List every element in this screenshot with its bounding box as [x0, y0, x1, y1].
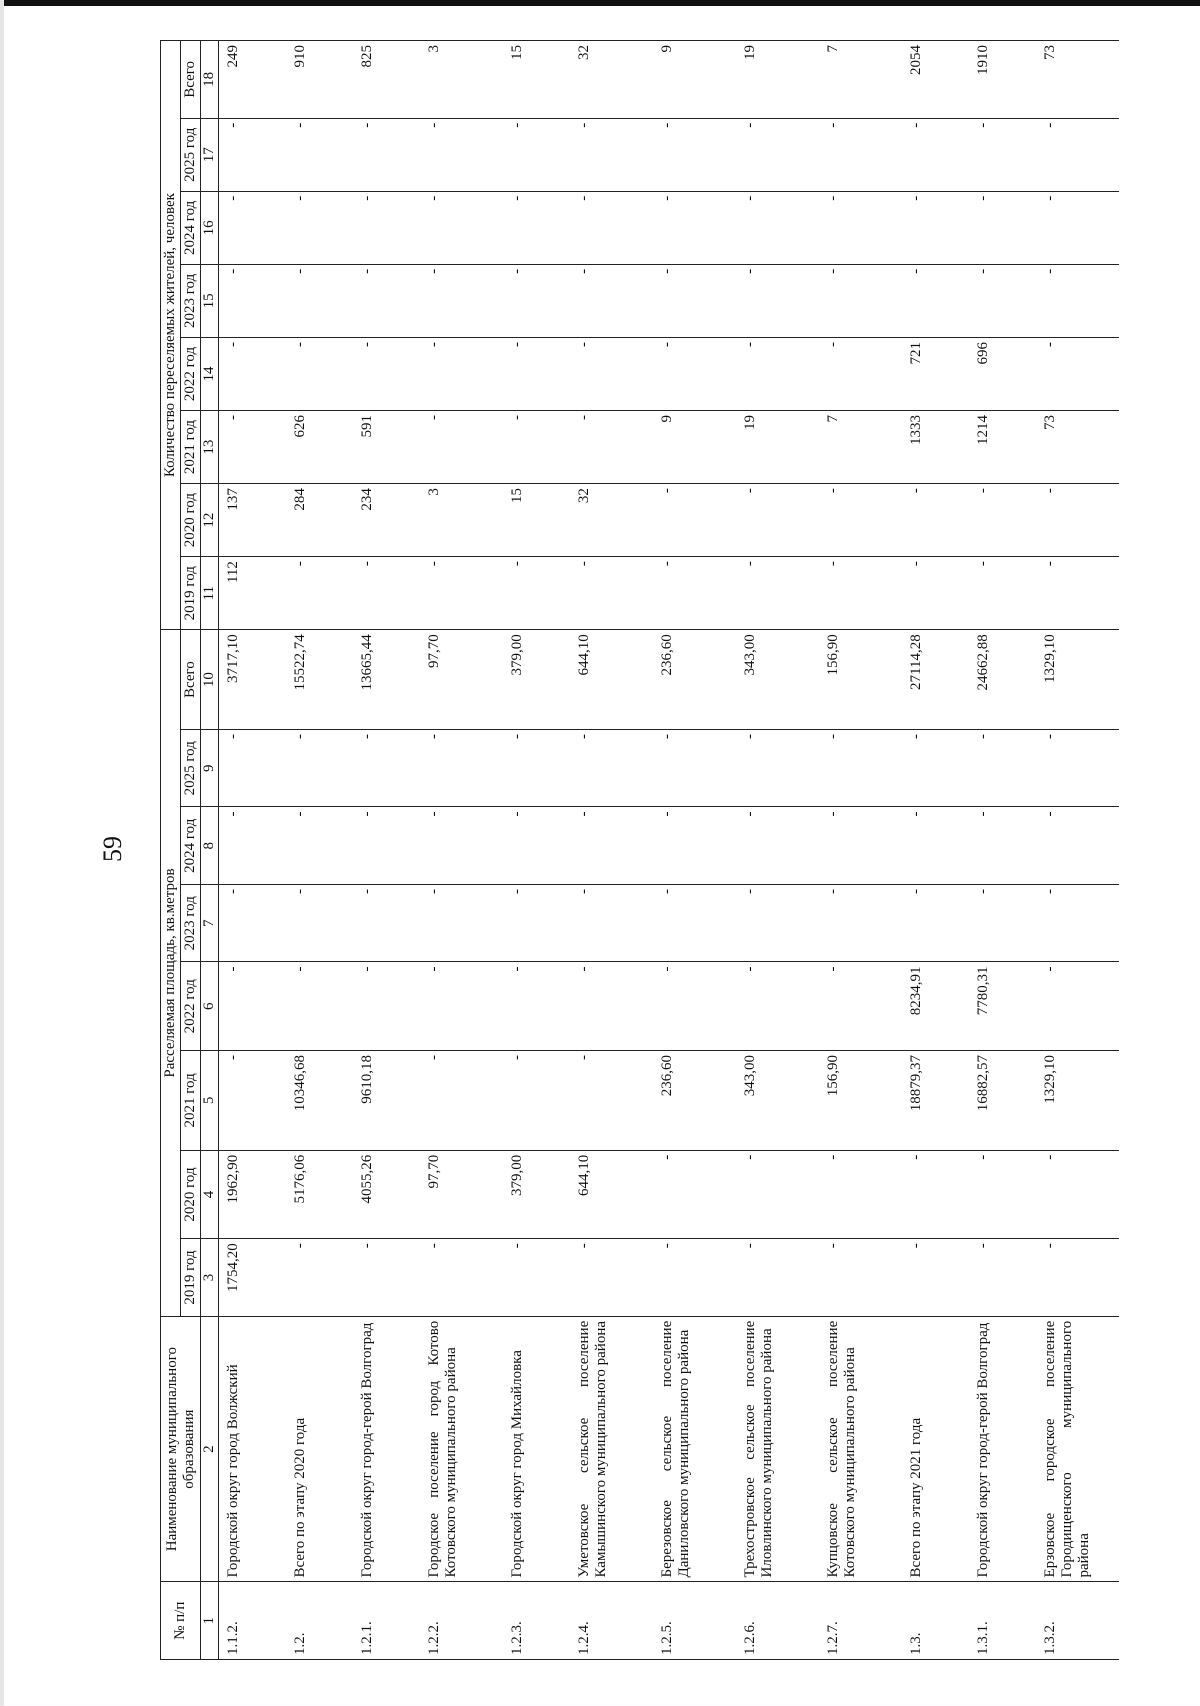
area-cell: - [353, 807, 420, 885]
people-cell: - [653, 264, 736, 337]
area-cell: - [353, 962, 420, 1051]
people-cell: - [286, 557, 353, 630]
column-number: 11 [201, 557, 219, 630]
area-cell: 379,00 [503, 1150, 570, 1239]
row-name: Ерзовское городское поселение Городищенского муниципального района [1036, 1316, 1119, 1582]
people-cell: - [503, 264, 570, 337]
area-cell: 1754,20 [219, 1239, 287, 1317]
area-cell: - [219, 962, 287, 1051]
column-number: 1 [201, 1582, 219, 1660]
scan-edge [0, 0, 4, 1706]
people-total-cell: 3 [420, 41, 503, 119]
area-cell: - [420, 807, 503, 885]
area-cell: - [286, 884, 353, 962]
area-total-cell: 343,00 [736, 630, 819, 730]
area-total-cell: 236,60 [653, 630, 736, 730]
column-number: 13 [201, 411, 219, 484]
area-cell: 10346,68 [286, 1051, 353, 1151]
area-cell: - [969, 729, 1036, 807]
row-number: 1.3.1. [969, 1582, 1036, 1660]
area-cell: - [902, 884, 969, 962]
people-cell: - [1036, 264, 1119, 337]
table-row [286, 41, 353, 1660]
area-cell: - [570, 962, 653, 1051]
row-number: 1.1.2. [219, 1582, 287, 1660]
people-total-cell: 1910 [969, 41, 1036, 119]
area-cell: - [570, 729, 653, 807]
header-area-group: Расселяемая площадь, кв.метров [161, 630, 181, 1317]
area-cell: 4055,26 [353, 1150, 420, 1239]
people-cell: - [902, 484, 969, 557]
people-cell: - [819, 337, 902, 410]
people-cell: - [819, 264, 902, 337]
people-cell: - [503, 411, 570, 484]
area-cell: - [653, 729, 736, 807]
area-cell: - [219, 729, 287, 807]
column-number: 5 [201, 1051, 219, 1151]
area-cell: - [819, 884, 902, 962]
row-name: Уметовское сельское поселение Камышинского муниципального района [570, 1316, 653, 1582]
area-cell: - [1036, 807, 1119, 885]
row-name: Всего по этапу 2020 года [286, 1316, 353, 1582]
column-number: 4 [201, 1150, 219, 1239]
people-cell: - [969, 118, 1036, 191]
people-cell: 1214 [969, 411, 1036, 484]
people-cell: - [503, 118, 570, 191]
people-total-cell: 2054 [902, 41, 969, 119]
people-cell: - [653, 337, 736, 410]
area-cell: - [570, 884, 653, 962]
area-cell: 18879,37 [902, 1051, 969, 1151]
table-row [570, 41, 653, 1660]
people-cell: 112 [219, 557, 287, 630]
area-year-header: 2024 год [181, 807, 201, 885]
people-cell: - [503, 557, 570, 630]
resettlement-table [160, 40, 1119, 1660]
people-year-header: 2024 год [181, 191, 201, 264]
area-cell: 7780,31 [969, 962, 1036, 1051]
area-cell: - [420, 962, 503, 1051]
area-cell: - [1036, 1239, 1119, 1317]
area-cell: 343,00 [736, 1051, 819, 1151]
column-number: 16 [201, 191, 219, 264]
area-cell: - [570, 1239, 653, 1317]
column-number: 3 [201, 1239, 219, 1317]
area-total-cell: 15522,74 [286, 630, 353, 730]
people-total-header: Всего [181, 41, 201, 119]
area-cell: - [353, 884, 420, 962]
area-year-header: 2022 год [181, 962, 201, 1051]
people-cell: - [902, 118, 969, 191]
area-cell: - [219, 884, 287, 962]
people-cell: - [1036, 484, 1119, 557]
column-number: 9 [201, 729, 219, 807]
people-cell: - [736, 484, 819, 557]
area-cell: - [1036, 962, 1119, 1051]
people-cell: - [420, 191, 503, 264]
people-year-header: 2019 год [181, 557, 201, 630]
column-number: 12 [201, 484, 219, 557]
row-number: 1.2.6. [736, 1582, 819, 1660]
area-cell: - [353, 1239, 420, 1317]
area-cell: - [969, 884, 1036, 962]
table-body [219, 41, 1120, 1660]
area-cell: - [819, 962, 902, 1051]
table-row [353, 41, 420, 1660]
people-cell: - [570, 191, 653, 264]
column-number: 7 [201, 884, 219, 962]
table-row [420, 41, 503, 1660]
row-name: Городской округ город-герой Волгоград [353, 1316, 420, 1582]
page-number: 59 [98, 836, 127, 862]
people-cell: - [819, 557, 902, 630]
people-cell: - [736, 118, 819, 191]
top-edge-line [0, 0, 1200, 6]
area-cell: - [902, 807, 969, 885]
people-cell: 137 [219, 484, 287, 557]
people-cell: - [286, 264, 353, 337]
people-cell: - [353, 118, 420, 191]
people-cell: - [653, 484, 736, 557]
area-cell: - [503, 807, 570, 885]
area-total-cell: 156,90 [819, 630, 902, 730]
area-total-cell: 3717,10 [219, 630, 287, 730]
table-header [161, 41, 219, 1660]
table-row [736, 41, 819, 1660]
area-total-cell: 97,70 [420, 630, 503, 730]
people-cell: - [353, 264, 420, 337]
people-year-header: 2025 год [181, 118, 201, 191]
area-cell: - [420, 1239, 503, 1317]
people-cell: - [286, 191, 353, 264]
people-cell: - [286, 118, 353, 191]
area-year-header: 2025 год [181, 729, 201, 807]
area-cell: - [736, 1150, 819, 1239]
column-number: 18 [201, 41, 219, 119]
area-cell: - [819, 807, 902, 885]
table-row [653, 41, 736, 1660]
people-cell: 7 [819, 411, 902, 484]
row-number: 1.2.7. [819, 1582, 902, 1660]
people-cell: - [819, 191, 902, 264]
people-cell: - [736, 191, 819, 264]
area-cell: - [286, 729, 353, 807]
people-cell: - [736, 264, 819, 337]
area-cell: - [653, 962, 736, 1051]
area-cell: - [969, 1150, 1036, 1239]
people-total-cell: 9 [653, 41, 736, 119]
people-cell: - [902, 557, 969, 630]
area-cell: 1329,10 [1036, 1051, 1119, 1151]
area-cell: 644,10 [570, 1150, 653, 1239]
people-cell: - [570, 557, 653, 630]
people-cell: - [653, 191, 736, 264]
people-total-cell: 73 [1036, 41, 1119, 119]
area-cell: 16882,57 [969, 1051, 1036, 1151]
row-name: Купцовское сельское поселение Котовского муниципального района [819, 1316, 902, 1582]
area-year-header: 2021 год [181, 1051, 201, 1151]
area-cell: - [1036, 884, 1119, 962]
people-cell: - [353, 337, 420, 410]
people-cell: - [969, 557, 1036, 630]
people-cell: 3 [420, 484, 503, 557]
people-cell: - [969, 191, 1036, 264]
people-cell: 721 [902, 337, 969, 410]
area-cell: - [503, 1239, 570, 1317]
people-cell: - [219, 118, 287, 191]
row-name: Трехостровское сельское поселение Иловлинского муниципального района [736, 1316, 819, 1582]
people-cell: - [219, 411, 287, 484]
area-cell: - [736, 884, 819, 962]
row-number: 1.2.1. [353, 1582, 420, 1660]
people-total-cell: 910 [286, 41, 353, 119]
table-row [219, 41, 287, 1660]
people-cell: - [420, 264, 503, 337]
people-cell: 9 [653, 411, 736, 484]
area-cell: - [653, 1239, 736, 1317]
column-number: 8 [201, 807, 219, 885]
people-cell: - [653, 118, 736, 191]
area-cell: - [503, 962, 570, 1051]
people-cell: - [736, 557, 819, 630]
row-name: Всего по этапу 2021 года [902, 1316, 969, 1582]
area-cell: - [286, 807, 353, 885]
area-cell: - [736, 962, 819, 1051]
people-cell: 32 [570, 484, 653, 557]
row-number: 1.2. [286, 1582, 353, 1660]
area-cell: - [902, 1150, 969, 1239]
area-cell: - [219, 807, 287, 885]
area-cell: - [736, 807, 819, 885]
people-cell: 696 [969, 337, 1036, 410]
area-total-cell: 24662,88 [969, 630, 1036, 730]
area-cell: - [570, 1051, 653, 1151]
people-cell: 234 [353, 484, 420, 557]
row-number: 1.2.2. [420, 1582, 503, 1660]
area-cell: 9610,18 [353, 1051, 420, 1151]
area-cell: - [503, 1051, 570, 1151]
people-cell: - [1036, 191, 1119, 264]
people-year-header: 2022 год [181, 337, 201, 410]
column-number: 15 [201, 264, 219, 337]
area-cell: - [420, 1051, 503, 1151]
area-year-header: 2023 год [181, 884, 201, 962]
area-cell: - [420, 729, 503, 807]
people-cell: - [653, 557, 736, 630]
area-cell: - [653, 1150, 736, 1239]
people-cell: 626 [286, 411, 353, 484]
people-cell: 19 [736, 411, 819, 484]
area-cell: - [420, 884, 503, 962]
people-cell: - [353, 557, 420, 630]
people-total-cell: 249 [219, 41, 287, 119]
area-cell: - [353, 729, 420, 807]
area-year-header: 2020 год [181, 1150, 201, 1239]
row-number: 1.2.5. [653, 1582, 736, 1660]
table-row [1036, 41, 1119, 1660]
people-total-cell: 19 [736, 41, 819, 119]
people-total-cell: 32 [570, 41, 653, 119]
area-cell: - [286, 962, 353, 1051]
people-cell: - [219, 191, 287, 264]
row-number: 1.2.3. [503, 1582, 570, 1660]
row-number: 1.3. [902, 1582, 969, 1660]
column-number: 10 [201, 630, 219, 730]
area-cell: 8234,91 [902, 962, 969, 1051]
area-cell: - [503, 729, 570, 807]
people-cell: - [420, 118, 503, 191]
area-cell: - [902, 1239, 969, 1317]
area-cell: - [653, 884, 736, 962]
people-cell: - [570, 118, 653, 191]
area-cell: - [902, 729, 969, 807]
area-year-header: 2019 год [181, 1239, 201, 1317]
people-cell: - [570, 264, 653, 337]
area-cell: 97,70 [420, 1150, 503, 1239]
people-cell: - [503, 191, 570, 264]
people-total-cell: 15 [503, 41, 570, 119]
people-cell: - [286, 337, 353, 410]
area-cell: - [286, 1239, 353, 1317]
column-number: 14 [201, 337, 219, 410]
table-row [819, 41, 902, 1660]
people-cell: 15 [503, 484, 570, 557]
area-cell: 236,60 [653, 1051, 736, 1151]
column-number-row [201, 41, 219, 1660]
people-cell: 284 [286, 484, 353, 557]
people-cell: - [819, 118, 902, 191]
column-number: 17 [201, 118, 219, 191]
table-row [503, 41, 570, 1660]
row-name: Городской округ город-герой Волгоград [969, 1316, 1036, 1582]
people-cell: - [219, 337, 287, 410]
row-name: Городское поселение город Котово Котовского муниципального района [420, 1316, 503, 1582]
column-number: 6 [201, 962, 219, 1051]
people-cell: 1333 [902, 411, 969, 484]
people-total-cell: 825 [353, 41, 420, 119]
area-cell: - [969, 807, 1036, 885]
row-name: Городской округ город Волжский [219, 1316, 287, 1582]
header-no: № п/п [161, 1582, 201, 1660]
area-total-cell: 1329,10 [1036, 630, 1119, 730]
area-cell: 1962,90 [219, 1150, 287, 1239]
row-number: 1.2.4. [570, 1582, 653, 1660]
people-cell: - [969, 264, 1036, 337]
row-name: Городской округ город Михайловка [503, 1316, 570, 1582]
people-cell: 73 [1036, 411, 1119, 484]
people-cell: - [902, 191, 969, 264]
people-cell: 591 [353, 411, 420, 484]
area-cell: - [570, 807, 653, 885]
row-name: Березовское сельское поселение Даниловского муниципального района [653, 1316, 736, 1582]
area-total-cell: 379,00 [503, 630, 570, 730]
people-cell: - [420, 411, 503, 484]
area-total-cell: 644,10 [570, 630, 653, 730]
row-number: 1.3.2. [1036, 1582, 1119, 1660]
people-cell: - [736, 337, 819, 410]
people-cell: - [570, 411, 653, 484]
area-total-cell: 27114,28 [902, 630, 969, 730]
area-cell: - [1036, 729, 1119, 807]
area-cell: - [653, 807, 736, 885]
people-cell: - [503, 337, 570, 410]
area-cell: - [1036, 1150, 1119, 1239]
table-row [969, 41, 1036, 1660]
people-cell: - [969, 484, 1036, 557]
people-year-header: 2023 год [181, 264, 201, 337]
rotated-table-page [160, 40, 1092, 1660]
header-people-group: Количество переселяемых жителей, человек [161, 41, 181, 630]
area-cell: - [503, 884, 570, 962]
area-total-header: Всего [181, 630, 201, 730]
people-year-header: 2020 год [181, 484, 201, 557]
people-year-header: 2021 год [181, 411, 201, 484]
people-cell: - [219, 264, 287, 337]
people-cell: - [570, 337, 653, 410]
people-cell: - [420, 337, 503, 410]
people-cell: - [1036, 118, 1119, 191]
table-row [902, 41, 969, 1660]
area-cell: - [969, 1239, 1036, 1317]
area-cell: - [819, 1239, 902, 1317]
area-cell: - [819, 729, 902, 807]
people-cell: - [902, 264, 969, 337]
area-cell: - [819, 1150, 902, 1239]
people-cell: - [353, 191, 420, 264]
people-cell: - [420, 557, 503, 630]
column-number: 2 [201, 1316, 219, 1582]
area-cell: - [736, 1239, 819, 1317]
area-total-cell: 13665,44 [353, 630, 420, 730]
area-cell: - [219, 1051, 287, 1151]
header-name: Наименование муниципального образования [161, 1316, 201, 1582]
people-total-cell: 7 [819, 41, 902, 119]
area-cell: - [736, 729, 819, 807]
people-cell: - [819, 484, 902, 557]
people-cell: - [1036, 337, 1119, 410]
people-cell: - [1036, 557, 1119, 630]
area-cell: 156,90 [819, 1051, 902, 1151]
area-cell: 5176,06 [286, 1150, 353, 1239]
